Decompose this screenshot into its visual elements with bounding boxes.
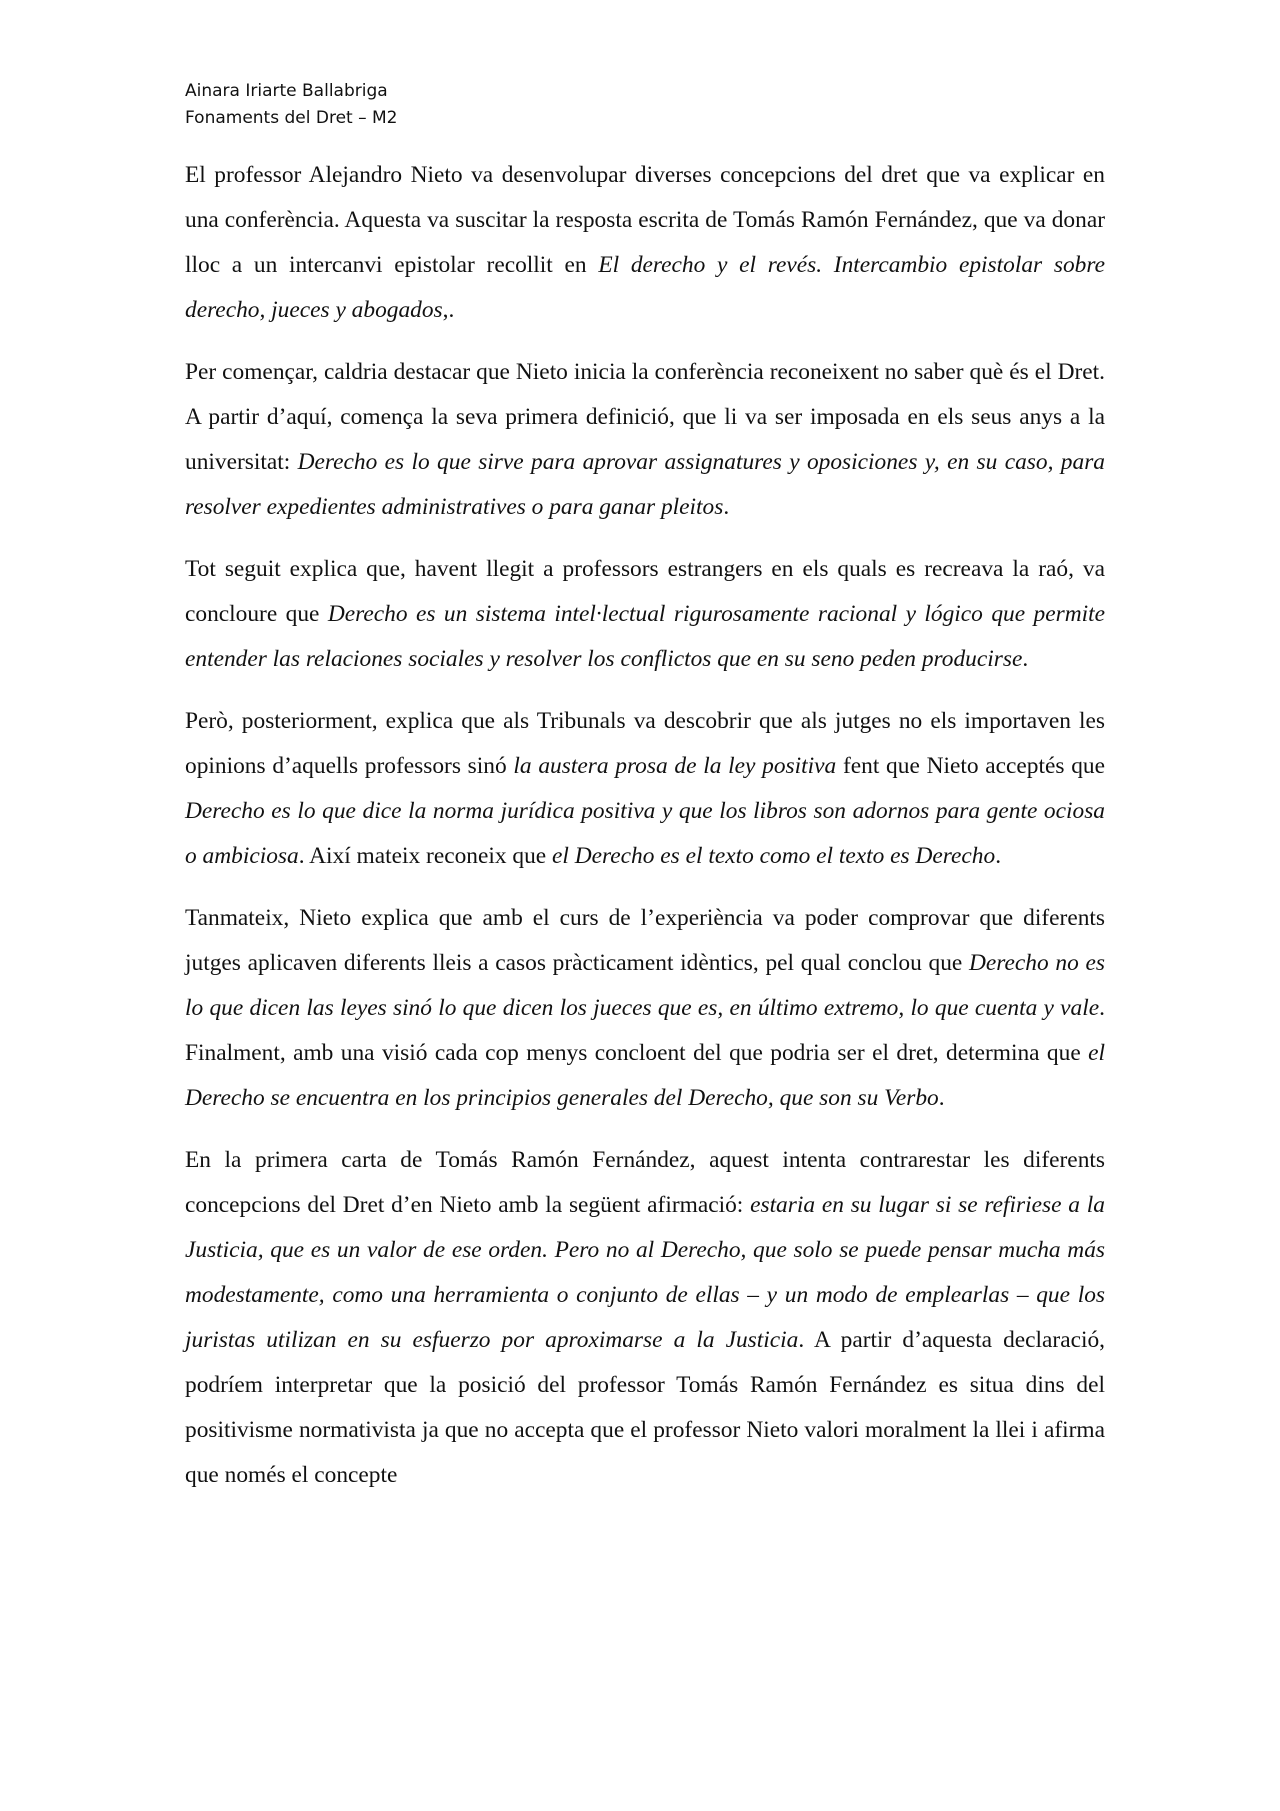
paragraph-text: El professor Alejandro Nieto va desenvolupar diverses concepcions del dret que va explicar en una conferència. Aquesta va suscitar la resposta escrita de Tomás Ramón Fernández, que va donar lloc a un intercanvi epistolar recollit en <box>185 162 1105 278</box>
book-title: El derecho y el revés. Intercambio epistolar sobre derecho, jueces y abogados <box>185 252 1105 323</box>
paragraph-text: . A partir d’aquesta declaració, podríem interpretar que la posició del professor Tomás Ramón Fernández es situa dins del positivisme normativista ja que no accepta que el professor Nieto valori moralment la llei i afirma que només el concepte <box>185 1327 1106 1488</box>
paragraph-text: . Així mateix reconeix que <box>298 843 553 869</box>
paragraph-text: Tanmateix, Nieto explica que amb el curs de l’experiència va poder comprovar que diferents jutges aplicaven diferents lleis a casos pràcticament idèntics, pel qual conclou que <box>185 905 1105 976</box>
author-name: Ainara Iriarte Ballabriga <box>185 81 388 101</box>
paragraph-5 <box>185 896 1105 1121</box>
paragraph-text: . <box>723 494 730 520</box>
paragraph-text: . <box>1022 646 1029 672</box>
quote: estaria en su lugar si se refiriese a la Justicia, que es un valor de ese orden. Pero no al Derecho, que solo se puede pensar mucha más modestamente, como una herramienta o conjunto de ellas – y un modo de emplearlas – que los juristas utilizan en su esfuerzo por aproximarse a la Justicia <box>185 1192 1105 1353</box>
paragraph-text: . <box>995 843 1002 869</box>
paragraph-3 <box>185 547 1105 682</box>
paragraph-text: . <box>938 1085 945 1111</box>
quote: Derecho no es lo que dicen las leyes sinó lo que dicen los jueces que es, en último extremo, lo que cuenta y vale <box>185 950 1106 1021</box>
paragraph-text: fent que Nieto acceptés que <box>836 753 1105 779</box>
paragraph-6 <box>185 1138 1105 1498</box>
document-body <box>185 153 1105 1498</box>
quote: Derecho es lo que sirve para aprovar assignatures y oposiciones y, en su caso, para resolver expedientes administratives o para ganar pleitos <box>185 449 1105 520</box>
paragraph-text: ,. <box>442 297 455 323</box>
paragraph-text: En la primera carta de Tomás Ramón Fernández, aquest intenta contrarestar les diferents concepcions del Dret d’en Nieto amb la següent afirmació: <box>185 1147 1105 1218</box>
paragraph-2 <box>185 350 1105 530</box>
paragraph-text: Però, posteriorment, explica que als Tribunals va descobrir que als jutges no els importaven les opinions d’aquells professors sinó <box>185 708 1105 779</box>
paragraph-text: . Finalment, amb una visió cada cop menys concloent del que podria ser el dret, determina que <box>185 995 1105 1066</box>
quote: Derecho es lo que dice la norma jurídica positiva y que los libros son adornos para gente ociosa o ambiciosa <box>185 798 1105 869</box>
paragraph-text: Per començar, caldria destacar que Nieto inicia la conferència reconeixent no saber què és el Dret. A partir d’aquí, comença la seva primera definició, que li va ser imposada en els seus anys a la universitat: <box>185 359 1105 475</box>
quote: el Derecho se encuentra en los principios generales del Derecho, que son su Verbo <box>185 1040 1105 1111</box>
paragraph-4 <box>185 699 1105 879</box>
paragraph-1 <box>185 153 1105 333</box>
quote: el Derecho es el texto como el texto es Derecho <box>552 843 996 869</box>
page-header <box>185 78 397 132</box>
quote: la austera prosa de la ley positiva <box>513 753 837 779</box>
course-title: Fonaments del Dret – M2 <box>185 108 398 128</box>
quote: Derecho es un sistema intel·lectual rigurosamente racional y lógico que permite entender las relaciones sociales y resolver los conflictos que en su seno peden producirse <box>185 601 1105 672</box>
paragraph-text: Tot seguit explica que, havent llegit a professors estrangers en els quals es recreava la raó, va concloure que <box>185 556 1105 627</box>
